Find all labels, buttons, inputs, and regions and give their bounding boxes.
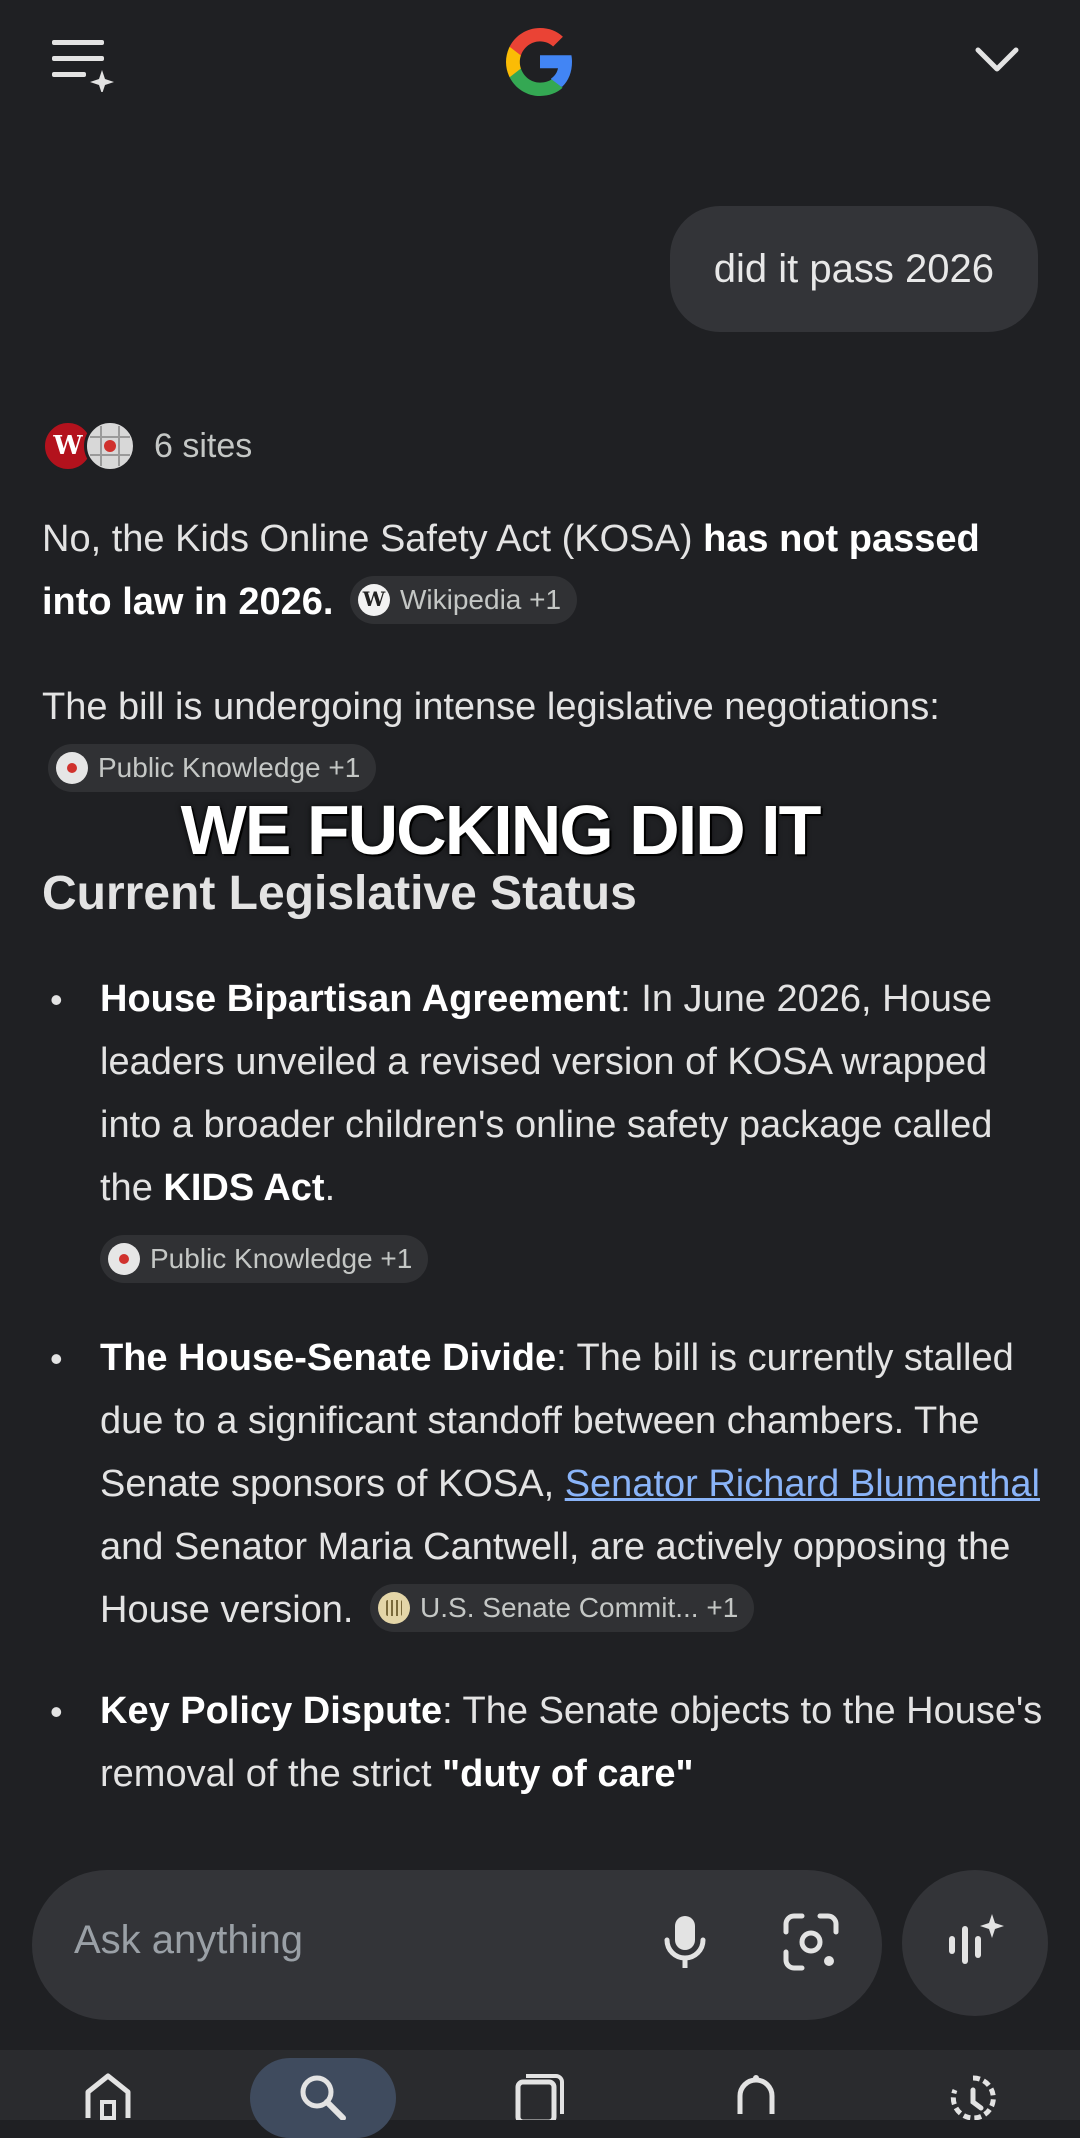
- citation-chip-label: U.S. Senate Commit... +1: [420, 1592, 739, 1624]
- list-item: [42, 1327, 1052, 1642]
- bullet-text-end: .: [324, 1167, 336, 1209]
- collections-icon[interactable]: [512, 2070, 568, 2120]
- wikipedia-icon: W: [358, 584, 390, 616]
- public-knowledge-icon: [108, 1243, 140, 1275]
- status-bullet-list: [42, 968, 1052, 1806]
- citation-chip-senate-committee[interactable]: [370, 1584, 754, 1632]
- ask-input-placeholder[interactable]: Ask anything: [74, 1918, 304, 1962]
- citation-chip-public-knowledge[interactable]: [100, 1235, 428, 1283]
- user-query-bubble: [670, 206, 1038, 332]
- search-icon[interactable]: [295, 2070, 351, 2120]
- notifications-bell-icon[interactable]: [728, 2070, 784, 2120]
- answer-second: [42, 676, 1002, 802]
- activity-history-icon[interactable]: [945, 2070, 1001, 2120]
- bullet-title: The House-Senate Divide: [100, 1337, 557, 1379]
- citation-chip-label: Public Knowledge +1: [150, 1243, 413, 1275]
- citation-chip-wikipedia[interactable]: [350, 576, 577, 624]
- home-icon[interactable]: [80, 2070, 136, 2120]
- microphone-icon[interactable]: [660, 1912, 710, 1972]
- list-item: [42, 1680, 1052, 1806]
- bullet-title: Key Policy Dispute: [100, 1690, 443, 1732]
- audio-sparkle-icon: [945, 1912, 1005, 1972]
- answer-second-text: The bill is undergoing intense legislative negotiations:: [42, 686, 940, 728]
- bullet-bold: "duty of care": [442, 1753, 694, 1795]
- bullet-text: : The bill is currently stalled due to a significant standoff between chambers. The Senate sponsors of KOSA,: [100, 1337, 1014, 1505]
- bullet-text: : In June 2026, House leaders unveiled a revised version of KOSA wrapped into a broader children's online safety package called the: [100, 978, 993, 1209]
- citation-chip-label: Wikipedia +1: [399, 584, 562, 616]
- senator-blumenthal-link[interactable]: Senator Richard Blumenthal: [564, 1463, 1040, 1505]
- public-knowledge-icon: [56, 752, 88, 784]
- sources-count: 6 sites: [154, 426, 253, 465]
- source-logo-icon: W: [42, 420, 94, 472]
- public-knowledge-logo-icon: [84, 420, 136, 472]
- overlay-caption: WE FUCKING DID IT: [180, 791, 820, 869]
- google-lens-icon[interactable]: [782, 1912, 840, 1972]
- answer-intro: [42, 508, 1042, 634]
- bullet-text-end: and Senator Maria Cantwell, are actively opposing the House version.: [100, 1526, 1011, 1631]
- citation-chip-label: Public Knowledge +1: [98, 752, 361, 784]
- section-heading: Current Legislative Status: [42, 867, 637, 920]
- answer-intro-text: No, the Kids Online Safety Act (KOSA): [42, 518, 704, 560]
- answer-intro-bold: has not passed into law in 2026.: [42, 518, 980, 623]
- bullet-bold: KIDS Act: [163, 1167, 325, 1209]
- bullet-title: House Bipartisan Agreement: [100, 978, 621, 1020]
- bullet-text: : The Senate objects to the House's removal of the strict: [100, 1690, 1043, 1795]
- sources-row[interactable]: [42, 418, 252, 474]
- senate-committee-icon: [378, 1592, 410, 1624]
- citation-chip-public-knowledge[interactable]: [48, 744, 376, 792]
- user-query-text: did it pass 2026: [713, 246, 994, 291]
- list-item: [42, 968, 1052, 1289]
